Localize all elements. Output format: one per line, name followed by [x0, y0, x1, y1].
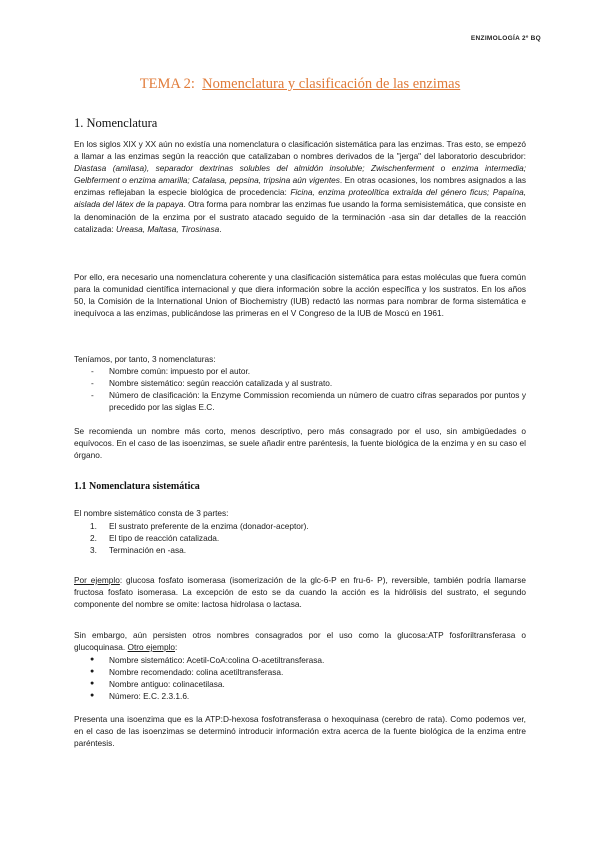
list-marker: - — [91, 390, 94, 401]
example-bullet-list — [74, 654, 324, 702]
list-item — [74, 365, 526, 377]
list-item-text: Terminación en -asa. — [109, 545, 187, 556]
list-item — [74, 389, 526, 413]
paragraph-three-nomenclatures: Teníamos, por tanto, 3 nomenclaturas: — [74, 354, 216, 364]
p1-text-a: En los siglos XIX y XX aún no existía una nomenclatura o clasificación sistemática para las enzimas. Tras esto, se empezó a llamar a las enzimas según la reacción que catalizaban o nombres derivados de la "jerga" del laboratorio descubridor: — [74, 139, 526, 162]
list-item — [74, 520, 309, 532]
paragraph-history — [74, 138, 526, 235]
p1-text-g: . — [219, 223, 222, 234]
list-item-text: Número: E.C. 2.3.1.6. — [109, 691, 190, 702]
p1-italic-semisystematic: Ureasa, Maltasa, Tirosinasa — [115, 223, 220, 234]
list-number: 3. — [90, 545, 97, 556]
list-number: 1. — [90, 521, 97, 531]
subsection-heading-systematic: 1.1 Nomenclatura sistemática — [74, 481, 200, 492]
consecrated-text: Sin embargo, aún persisten otros nombres consagrados por el uso como la glucosa:ATP fosforiltransferasa o glucoquinasa. — [74, 630, 526, 653]
list-item-text: El tipo de reacción catalizada. — [109, 533, 220, 544]
example-label: Por ejemplo — [74, 575, 120, 585]
p1-italic-species: Ficina, enzima proteolítica extraída del género ficus; Papaína, aislada del látex de la papaya — [74, 187, 527, 210]
title-prefix: TEMA 2: — [139, 76, 195, 92]
list-item-text: Nombre sistemático: según reacción catalizada y al sustrato. — [109, 378, 333, 389]
paragraph-systematic-intro: El nombre sistemático consta de 3 partes: — [74, 508, 229, 518]
list-item — [74, 666, 324, 678]
list-item-text: Número de clasificación: la Enzyme Commission recomienda un número de cuatro cifras separados por puntos y precedido por las siglas E.C. — [109, 390, 526, 413]
list-marker: - — [91, 366, 94, 376]
bullet-icon: ● — [90, 668, 95, 676]
title-main: Nomenclatura y clasificación de las enzimas — [202, 76, 461, 92]
paragraph-isoenzyme: Presenta una isoenzima que es la ATP:D-hexosa fosfotransferasa o hexoquinasa (cerebro de rata). Como podemos ver, en el caso de las isoenzimas se determinó introducir información extra acerca de la fuente biológica de la enzima entre paréntesis. — [74, 714, 526, 749]
section-heading-nomenclatura: 1. Nomenclatura — [74, 116, 158, 130]
list-item — [74, 678, 324, 690]
bullet-icon: ● — [90, 656, 95, 663]
paragraph-iub: Por ello, era necesario una nomenclatura coherente y una clasificación sistemática para estas moléculas que fuera común para la comunidad científica internacional y que diera información sobre la acción específica y los sustratos. En los años 50, la Comisión de la International Union of Biochemistry (IUB) redactó las normas para nombrar de forma sistemática e inequívoca a las enzimas, publicándose las primeras en el V Congreso de la IUB de Moscú en 1961. — [74, 272, 526, 319]
list-item — [74, 654, 324, 666]
paragraph-recommendation: Se recomienda un nombre más corto, menos descriptivo, pero más consagrado por el uso, sin ambigüedades o equívocos. En el caso de las isoenzimas, se suele añadir entre paréntesis, la fuente biológica de la enzima y en su caso el órgano. — [74, 426, 526, 461]
nomenclature-list — [74, 365, 526, 413]
other-example-label: Otro ejemplo — [127, 642, 176, 653]
other-example-colon: : — [175, 642, 178, 653]
bullet-icon: ● — [90, 680, 95, 688]
list-item — [74, 532, 309, 544]
example-text: : glucosa fosfato isomerasa (isomerización de la glc-6-P en fru-6- P), reversible, también podría llamarse fructosa fosfato isomerasa. La excepción de esto se da cuando la acción es la hidrólisis del sustrato, el segundo componente del nombre se omite: lactosa hidrolasa o lactasa. — [74, 575, 526, 610]
list-item-text: Nombre sistemático: Acetil-CoA:colina O-acetiltransferasa. — [109, 655, 325, 665]
bullet-icon: ● — [90, 692, 95, 700]
p1-text-c: . En otras ocasiones, los nombres asignados a las enzimas reflejaban la especie biológica de procedencia: — [74, 175, 526, 198]
list-item-text: El sustrato preferente de la enzima (donador-aceptor). — [109, 521, 309, 531]
paragraph-consecrated-names — [74, 629, 526, 653]
list-item-text: Nombre antiguo: colinacetilasa. — [109, 679, 225, 690]
list-item-text: Nombre común: impuesto por el autor. — [109, 366, 251, 376]
course-header: ENZIMOLOGÍA 2º BQ — [470, 35, 541, 42]
list-item-text: Nombre recomendado: colina acetiltransferasa. — [109, 667, 284, 678]
list-marker: - — [91, 378, 94, 389]
list-item — [74, 544, 309, 556]
list-number: 2. — [90, 533, 97, 544]
paragraph-example — [74, 574, 526, 610]
list-item — [74, 690, 324, 702]
page-title — [0, 76, 600, 93]
systematic-parts-list — [74, 520, 309, 556]
list-item — [74, 377, 526, 389]
p1-italic-examples: Diastasa (amilasa), separador dextrinas solubles del almidón insoluble; Zwischenferment o enzima intermedia; Gelbferment o enzima amarilla; Catalasa, pepsina, tripsina aún vigentes — [74, 163, 526, 186]
p1-text-e: . Otra forma para nombrar las enzimas fue usando la forma semisistemática, que consiste en la denominación de la enzima por el sustrato atacado seguido de la terminación -asa sin dar detalles de la reacción catalizada: — [74, 199, 527, 234]
